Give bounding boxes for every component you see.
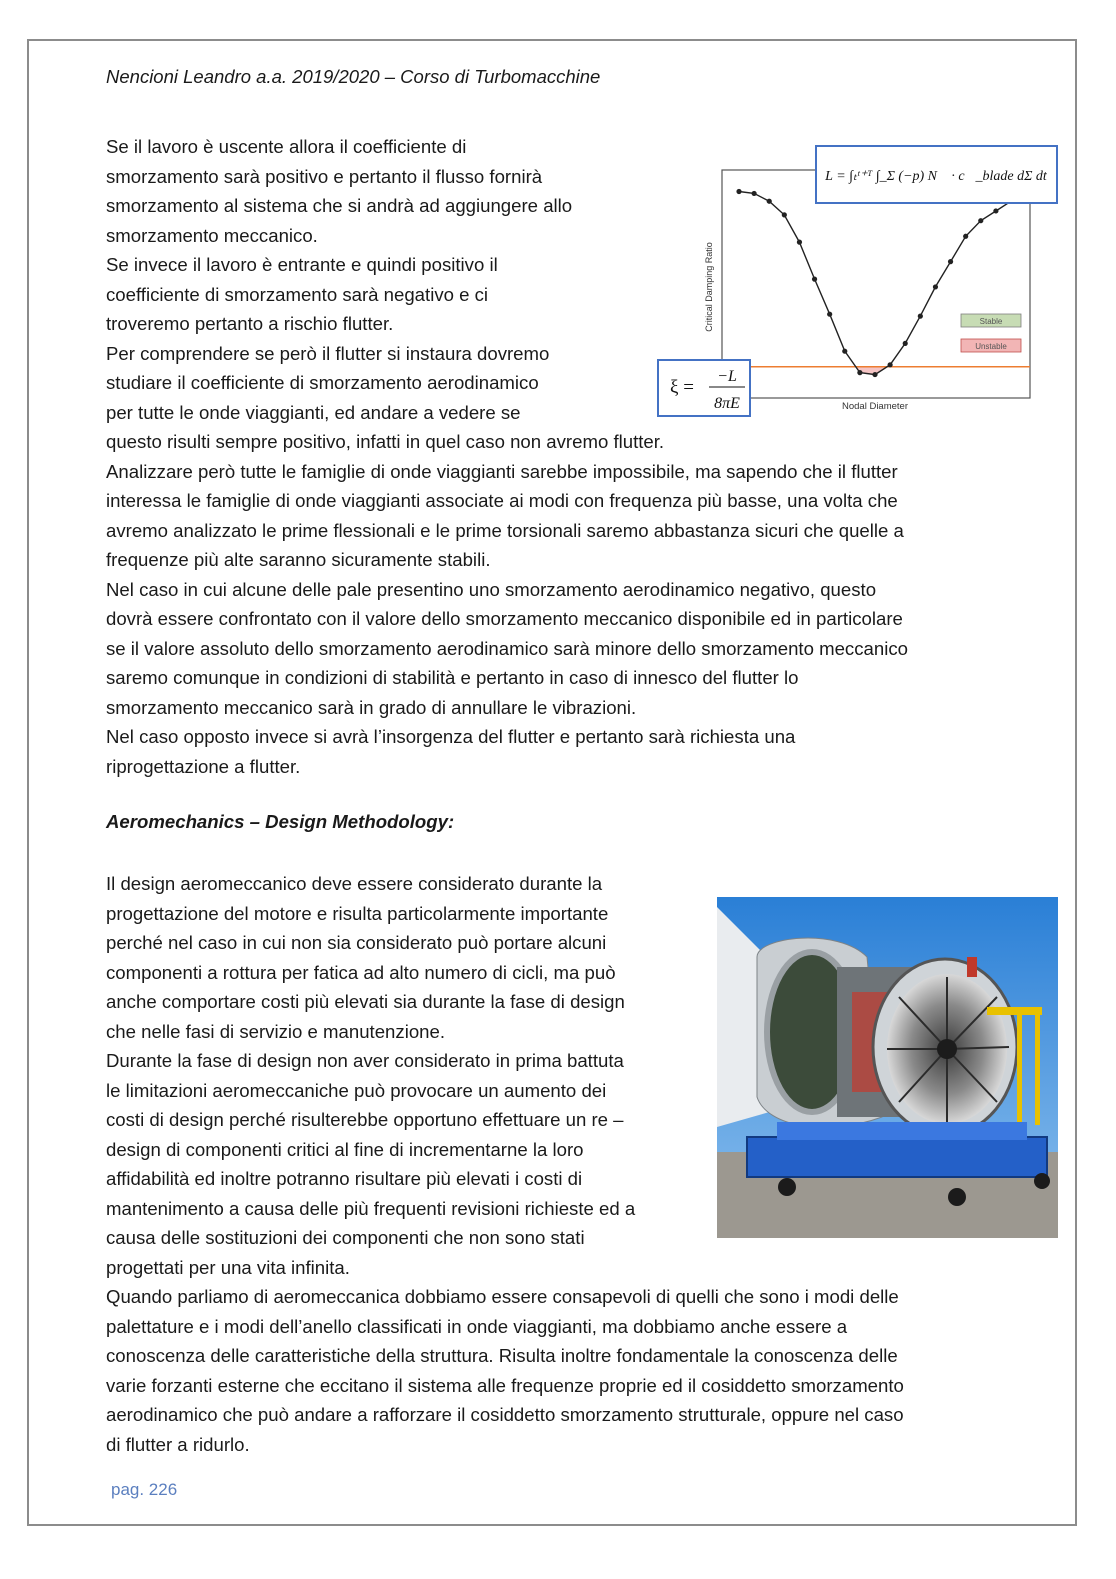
data-point — [993, 208, 998, 213]
data-point — [752, 191, 757, 196]
section-heading: Aeromechanics – Design Methodology: — [106, 811, 455, 832]
data-point — [888, 362, 893, 367]
damping-chart — [655, 142, 1060, 422]
x-axis-label: Nodal Diameter — [842, 401, 908, 412]
data-point — [767, 199, 772, 204]
data-point — [978, 218, 983, 223]
plot-frame — [722, 170, 1030, 398]
data-point — [872, 372, 877, 377]
xi-symbol: ξ = — [670, 377, 694, 398]
data-point — [857, 370, 862, 375]
legend-label-unstable: Unstable — [975, 342, 1007, 351]
y-axis-label: Critical Damping Ratio — [704, 242, 714, 332]
page-header: Nencioni Leandro a.a. 2019/2020 – Corso di Turbomacchine — [106, 66, 601, 87]
data-point — [963, 234, 968, 239]
paragraph-aero-damping: Se il lavoro è uscente allora il coefficiente di smorzamento sarà positivo e pertanto il flusso fornirà smorzamento al sistema che si andrà ad aggiungere allo smorzamento meccanico. Se invece il lavoro è entrante e quindi positivo il coefficiente di smorzamento sarà negativo e ci troveremo pertanto a rischio flutter. Per comprendere se però il flutter si instaura dovremo studiare il coefficiente di smorzamento aerodinamico per tutte le onde viaggianti, ed andare a vedere se — [106, 136, 573, 423]
data-point — [736, 189, 741, 194]
work-formula: L = ∫ₜᵗ⁺ᵀ ∫_Σ (−p) N⃗ · c⃗_blade dΣ dt — [825, 169, 1047, 184]
data-point — [782, 212, 787, 217]
page-number: pag. 226 — [111, 1480, 178, 1499]
data-point — [903, 341, 908, 346]
paragraph-travelling-waves: questo risulti sempre positivo, infatti in quel caso non avremo flutter. Analizzare però tutte le famiglie di onde viaggianti sarebbe impossibile, ma sapendo che il flutter interessa le famiglie di onde viaggianti associate ai modi con frequenza più basse, una volta che avremo analizzato le prime flessionali e le prime torsionali saremo abbastanza sicuri che quelle a frequenze più alte saranno sicuramente stabili. Nel caso in cui alcune delle pale presentino uno smorzamento aerodinamico negativo, questo dovrà essere confrontato con il valore dello smorzamento meccanico disponibile ed in particolare se il valore assoluto dello smorzamento aerodinamico sarà minore dello smorzamento meccanico saremo comunque in condizioni di stabilità e pertanto in caso di innesco del flutter lo smorzamento meccanico sarà in grado di annullare le vibrazioni. Nel caso opposto invece si avrà l’insorgenza del flutter e pertanto sarà richiesta una riprogettazione a flutter. — [106, 431, 908, 777]
damping-ratio-formula-box — [658, 360, 750, 416]
data-point — [812, 277, 817, 282]
paragraph-aeromechanics-knowledge: Quando parliamo di aeromeccanica dobbiamo essere consapevoli di quelli che sono i modi delle palettature e i modi dell’anello classificati in onde viaggianti, ma dobbiamo anche essere a conoscenza delle caratteristiche della struttura. Risulta inoltre fondamentale la conoscenza delle varie forzanti esterne che eccitano il sistema alle frequenze proprie ed il cosiddetto smorzamento aerodinamico che può andare a rafforzare il cosiddetto smorzamento strutturale, oppure nel caso di flutter a ridurlo. — [106, 1286, 904, 1455]
legend-label-stable: Stable — [979, 317, 1003, 326]
data-point — [842, 349, 847, 354]
data-point — [827, 312, 832, 317]
data-point — [948, 259, 953, 264]
xi-denominator: 8πE — [714, 395, 740, 412]
data-point — [797, 240, 802, 245]
paragraph-aeromechanical-design: Il design aeromeccanico deve essere considerato durante la progettazione del motore e risulta particolarmente importante perché nel caso in cui non sia considerato può portare alcuni componenti a rottura per fatica ad alto numero di cicli, ma può anche comportare costi più elevati sia durante la fase di design che nelle fasi di servizio e manutenzione. Durante la fase di design non aver considerato in prima battuta le limitazioni aeromeccaniche può provocare un aumento dei costi di design perché risulterebbe opportuno effettuare un re – design di componenti critici al fine di incrementarne la loro affidabilità ed inoltre potranno risultare più elevati i costi di mantenimento a causa delle più frequenti revisioni richieste ed a causa delle sostituzioni dei componenti che non sono stati progettati per una vita infinita. — [106, 873, 636, 1278]
data-point — [933, 284, 938, 289]
work-formula-box — [816, 146, 1057, 203]
xi-numerator: −L — [717, 368, 737, 385]
data-point — [918, 314, 923, 319]
engine-maintenance-photo — [717, 897, 1058, 1238]
